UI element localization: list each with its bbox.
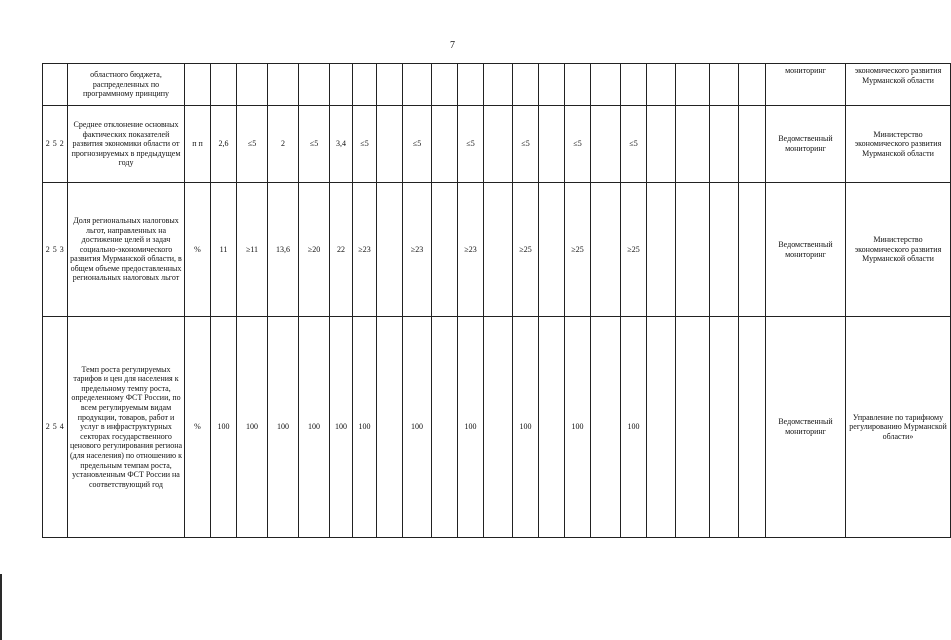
value-cell [353, 64, 377, 106]
value-cell: ≤5 [237, 106, 268, 183]
row-number: 2 5 3 [43, 183, 68, 317]
value-cell: ≤5 [403, 106, 432, 183]
value-cell: 2 [268, 106, 299, 183]
value-cell [591, 317, 621, 538]
value-cell [591, 106, 621, 183]
value-cell: ≥25 [621, 183, 647, 317]
value-cell [739, 183, 766, 317]
indicator-name: Доля региональных налоговых льгот, направленных на достижение целей и задач социально-экономического развития Мурманской области, в общем объеме предоставленных региональных налоговых льгот [68, 183, 185, 317]
value-cell: 2,6 [211, 106, 237, 183]
value-cell: ≤5 [565, 106, 591, 183]
value-cell: 100 [211, 317, 237, 538]
value-cell: ≥23 [458, 183, 484, 317]
value-cell: ≤5 [458, 106, 484, 183]
value-cell [539, 183, 565, 317]
value-cell: 100 [353, 317, 377, 538]
value-cell [676, 64, 710, 106]
value-cell [237, 64, 268, 106]
responsible-body: Министерство экономического развития Мурманской области [846, 106, 951, 183]
value-cell: 100 [513, 317, 539, 538]
value-cell [647, 183, 676, 317]
row-number: 2 5 2 [43, 106, 68, 183]
unit-cell: % [185, 183, 211, 317]
unit-cell [185, 64, 211, 106]
data-source: Ведомственный мониторинг [766, 317, 846, 538]
value-cell: ≤5 [299, 106, 330, 183]
value-cell: 100 [299, 317, 330, 538]
value-cell [432, 183, 458, 317]
value-cell: 100 [458, 317, 484, 538]
value-cell: 3,4 [330, 106, 353, 183]
value-cell [591, 64, 621, 106]
value-cell: ≥20 [299, 183, 330, 317]
value-cell: ≤5 [513, 106, 539, 183]
value-cell [739, 106, 766, 183]
value-cell [377, 317, 403, 538]
value-cell [739, 317, 766, 538]
value-cell [484, 317, 513, 538]
value-cell [539, 106, 565, 183]
scan-edge-mark [0, 574, 2, 640]
data-source: Ведомственный мониторинг [766, 106, 846, 183]
row-number [43, 64, 68, 106]
value-cell [432, 317, 458, 538]
value-cell [484, 183, 513, 317]
value-cell: ≤5 [353, 106, 377, 183]
value-cell [710, 183, 739, 317]
table-row [43, 64, 951, 106]
value-cell: 13,6 [268, 183, 299, 317]
value-cell: ≥25 [513, 183, 539, 317]
value-cell: ≥23 [403, 183, 432, 317]
row-number: 2 5 4 [43, 317, 68, 538]
page-number: 7 [450, 40, 455, 51]
value-cell: 100 [403, 317, 432, 538]
responsible-body: Управление по тарифному регулированию Мурманской области» [846, 317, 951, 538]
value-cell [647, 106, 676, 183]
value-cell [710, 317, 739, 538]
value-cell [539, 317, 565, 538]
value-cell [676, 183, 710, 317]
value-cell [513, 64, 539, 106]
value-cell [403, 64, 432, 106]
responsible-body: Министерство экономического развития Мурманской области [846, 183, 951, 317]
value-cell [432, 106, 458, 183]
value-cell: 100 [237, 317, 268, 538]
data-source: мониторинг [766, 64, 846, 106]
value-cell: 100 [330, 317, 353, 538]
value-cell [710, 64, 739, 106]
value-cell [377, 106, 403, 183]
value-cell: ≤5 [621, 106, 647, 183]
value-cell [299, 64, 330, 106]
value-cell: 100 [621, 317, 647, 538]
unit-cell: % [185, 317, 211, 538]
value-cell [739, 64, 766, 106]
value-cell [565, 64, 591, 106]
value-cell [621, 64, 647, 106]
indicator-name: областного бюджета, распределенных по программному принципу [68, 64, 185, 106]
responsible-body: экономического развития Мурманской области [846, 64, 951, 106]
indicator-name: Темп роста регулируемых тарифов и цен для населения к предельному темпу роста, определенному ФСТ России, по всем регулируемым видам продукции, товаров, работ и услуг в инфраструктурных секторах государственного ценового регулирования региона (для населения) по отношению к предельным темпам роста, установленным ФСТ России на соответствующий год [68, 317, 185, 538]
value-cell [676, 106, 710, 183]
table-row [43, 317, 951, 538]
value-cell [432, 64, 458, 106]
value-cell: 11 [211, 183, 237, 317]
value-cell [211, 64, 237, 106]
unit-cell: п п [185, 106, 211, 183]
value-cell [484, 106, 513, 183]
table-row [43, 183, 951, 317]
value-cell [377, 183, 403, 317]
indicator-table [42, 63, 951, 538]
table-row [43, 106, 951, 183]
indicator-name: Среднее отклонение основных фактических показателей развития экономики области от прогнозируемых в предыдущем году [68, 106, 185, 183]
value-cell [647, 317, 676, 538]
value-cell [647, 64, 676, 106]
value-cell [458, 64, 484, 106]
value-cell: ≥25 [565, 183, 591, 317]
value-cell [591, 183, 621, 317]
value-cell [330, 64, 353, 106]
value-cell: ≥23 [353, 183, 377, 317]
value-cell: 22 [330, 183, 353, 317]
data-source: Ведомственный мониторинг [766, 183, 846, 317]
value-cell [676, 317, 710, 538]
value-cell: ≥11 [237, 183, 268, 317]
value-cell [484, 64, 513, 106]
value-cell [268, 64, 299, 106]
value-cell [539, 64, 565, 106]
value-cell: 100 [565, 317, 591, 538]
value-cell: 100 [268, 317, 299, 538]
value-cell [710, 106, 739, 183]
value-cell [377, 64, 403, 106]
